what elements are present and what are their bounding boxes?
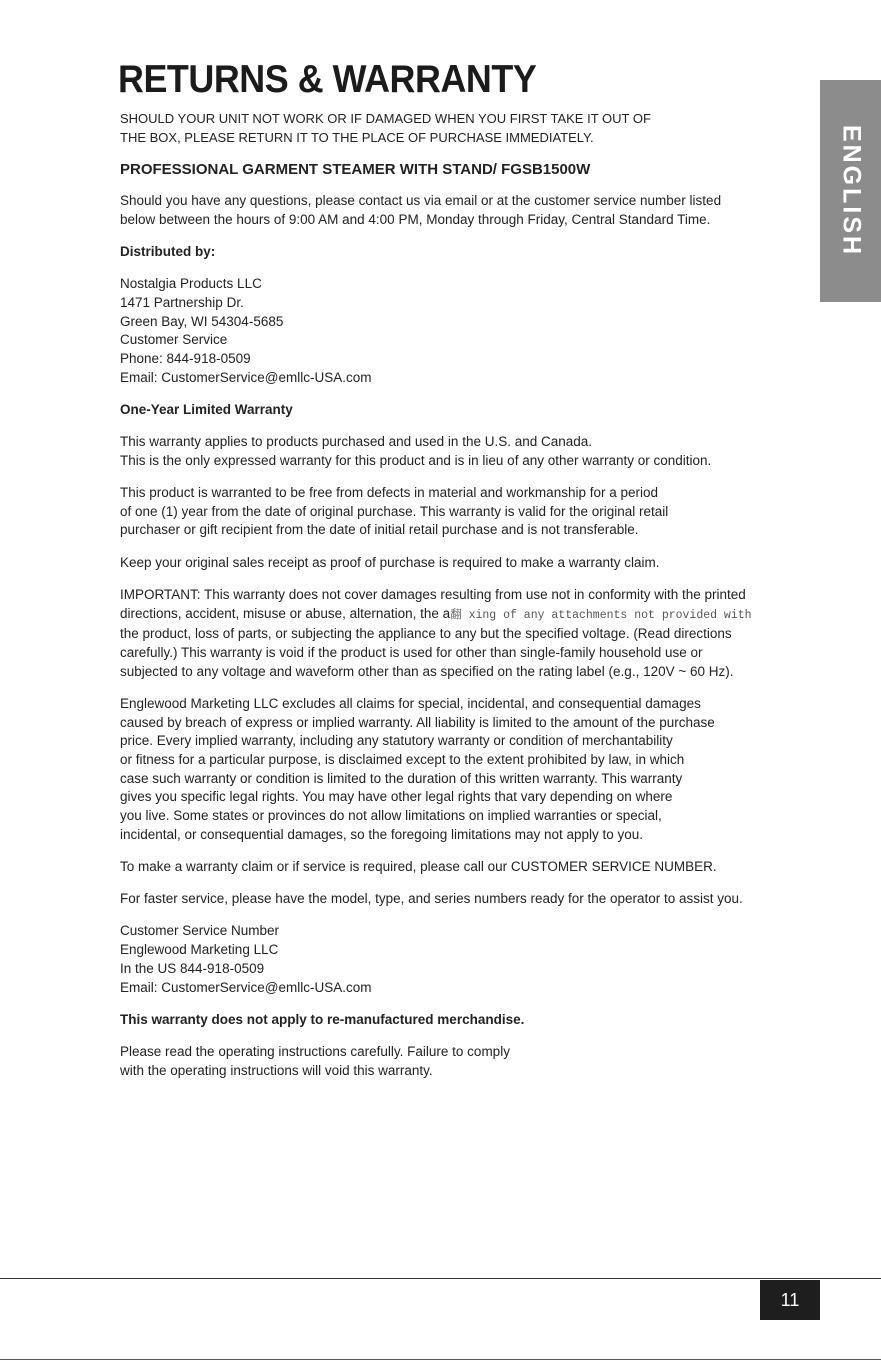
garbled-text: 翻 xing of any attachments not provided with (450, 608, 752, 622)
exclusions-line: price. Every implied warranty, including any statutory warranty or condition of merchantability (120, 733, 673, 749)
important-line (120, 605, 820, 626)
warranty-heading: One-Year Limited Warranty (120, 401, 293, 417)
applies-paragraph (120, 433, 820, 470)
address-line: Nostalgia Products LLC (120, 276, 262, 292)
remanufactured-note: This warranty does not apply to re-manufactured merchandise. (120, 1011, 525, 1027)
important-line: the product, loss of parts, or subjecting the appliance to any but the specified voltage. (Read directions (120, 626, 732, 642)
address-line: Green Bay, WI 54304-5685 (120, 313, 284, 329)
service-line: Customer Service Number (120, 923, 280, 939)
receipt-paragraph: Keep your original sales receipt as proof of purchase is required to make a warranty claim. (120, 554, 660, 570)
service-line: Email: CustomerService@emllc-USA.com (120, 979, 372, 995)
distributor-address (120, 275, 820, 387)
service-line: In the US 844-918-0509 (120, 960, 265, 976)
final-line: with the operating instructions will void this warranty. (120, 1062, 433, 1078)
intro-line: SHOULD YOUR UNIT NOT WORK OR IF DAMAGED WHEN YOU FIRST TAKE IT OUT OF (120, 111, 651, 126)
address-line: Phone: 844-918-0509 (120, 351, 251, 367)
contact-line: below between the hours of 9:00 AM and 4:00 PM, Monday through Friday, Central Standard Time. (120, 211, 711, 227)
warranty-content (120, 110, 820, 1094)
defects-line: purchaser or gift recipient from the date of initial retail purchase and is not transferable. (120, 522, 639, 538)
page-number (760, 1280, 820, 1320)
product-heading: PROFESSIONAL GARMENT STEAMER WITH STAND/ FGSB1500W (120, 161, 591, 179)
address-line: 1471 Partnership Dr. (120, 294, 244, 310)
exclusions-line: gives you specific legal rights. You may have other legal rights that vary depending on where (120, 789, 673, 805)
exclusions-paragraph (120, 695, 820, 845)
important-line-part: directions, accident, misuse or abuse, alternation, the a (120, 605, 451, 621)
important-line: carefully.) This warranty is void if the product is used for other than single-family household use or (120, 644, 703, 660)
language-tab-label: ENGLISH (837, 124, 865, 258)
exclusions-line: caused by breach of express or implied warranty. All liability is limited to the amount of the purchase (120, 714, 715, 730)
intro-line: THE BOX, PLEASE RETURN IT TO THE PLACE OF PURCHASE IMMEDIATELY. (120, 129, 594, 145)
defects-paragraph (120, 484, 820, 540)
language-tab (820, 80, 881, 302)
page-title: RETURNS & WARRANTY (118, 58, 537, 101)
final-line: Please read the operating instructions carefully. Failure to comply (120, 1043, 510, 1059)
contact-paragraph (120, 192, 820, 229)
defects-line: This product is warranted to be free from defects in material and workmanship for a period (120, 485, 659, 501)
important-line: subjected to any voltage and waveform other than as specified on the rating label (e.g., 120V ~ 60 Hz). (120, 663, 734, 679)
bottom-divider (0, 1359, 881, 1360)
exclusions-line: incidental, or consequential damages, so the foregoing limitations may not apply to you. (120, 826, 644, 842)
distributed-by-heading: Distributed by: (120, 244, 216, 260)
intro-notice (120, 110, 820, 147)
exclusions-line: Englewood Marketing LLC excludes all claims for special, incidental, and consequential damages (120, 695, 701, 711)
claim-paragraph: To make a warranty claim or if service is required, please call our CUSTOMER SERVICE NUMBER. (120, 859, 717, 874)
address-line: Customer Service (120, 332, 228, 348)
service-line: Englewood Marketing LLC (120, 942, 279, 958)
defects-line: of one (1) year from the date of original purchase. This warranty is valid for the original retail (120, 503, 669, 519)
applies-line: This is the only expressed warranty for this product and is in lieu of any other warranty or condition. (120, 452, 712, 468)
exclusions-line: case such warranty or condition is limited to the duration of this written warranty. This warranty (120, 770, 683, 786)
final-paragraph (120, 1043, 820, 1080)
page-number-label: 11 (780, 1289, 800, 1310)
address-line: Email: CustomerService@emllc-USA.com (120, 369, 372, 385)
exclusions-line: or fitness for a particular purpose, is disclaimed except to the extent prohibited by law, in which (120, 751, 685, 767)
footer-divider (0, 1278, 881, 1279)
applies-line: This warranty applies to products purchased and used in the U.S. and Canada. (120, 434, 593, 450)
important-paragraph (120, 586, 820, 682)
faster-service-paragraph: For faster service, please have the model, type, and series numbers ready for the operator to assist you. (120, 891, 743, 907)
contact-line: Should you have any questions, please contact us via email or at the customer service number listed (120, 193, 722, 209)
service-contact-block (120, 922, 820, 997)
exclusions-line: you live. Some states or provinces do not allow limitations on implied warranties or special, (120, 808, 662, 824)
important-line: IMPORTANT: This warranty does not cover damages resulting from use not in conformity with the printed (120, 586, 746, 602)
